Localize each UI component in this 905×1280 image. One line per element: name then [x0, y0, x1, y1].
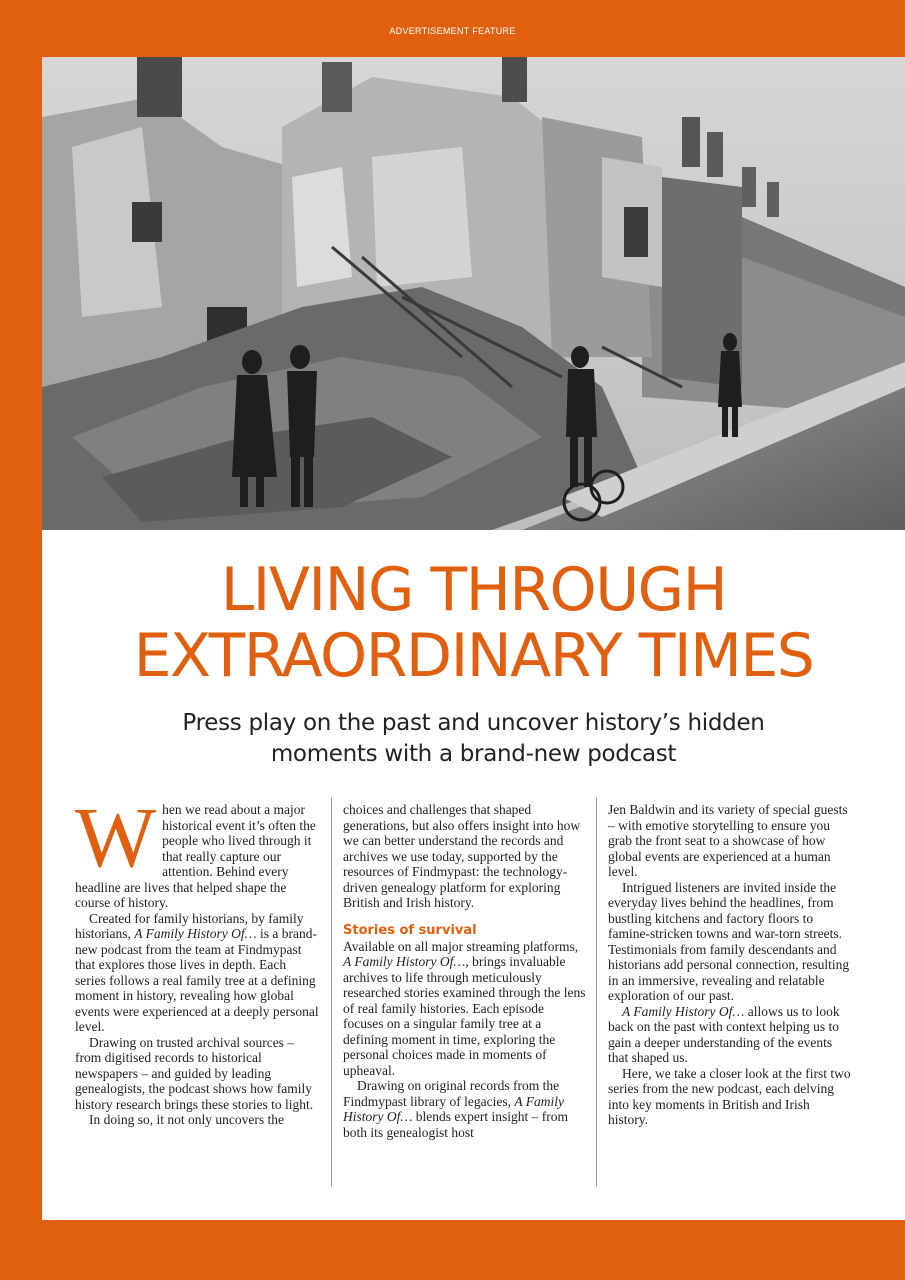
headline	[42, 557, 905, 689]
drop-cap: W	[75, 789, 157, 885]
standfirst	[42, 708, 905, 770]
bombed-street-photo	[42, 57, 905, 530]
body-paragraph: When we read about a major historical event it’s often the people who lived through it that really capture our attention. Behind every headline are lives that helped shape the course of history.	[75, 789, 316, 910]
standfirst-line-1: Press play on the past and uncover history’s hidden	[182, 710, 765, 736]
body-paragraph: Available on all major streaming platforms, A Family History Of…, brings invaluable archives to life through meticulously researched stories examined through the lens of real family histories. Each episode focuses on a singular family tree at a defining moment in time, exploring the personal choices made in moments of upheaval.	[343, 938, 586, 1078]
body-paragraph: Here, we take a closer look at the first two series from the new podcast, each delving into key moments in British and Irish history.	[608, 1065, 851, 1127]
body-paragraph: Drawing on original records from the Findmypast library of legacies, A Family History Of… blends expert insight – from both its genealogist host	[343, 1078, 568, 1140]
body-paragraph: Intrigued listeners are invited inside the everyday lives behind the headlines, from bustling kitchens and factory floors to famine-stricken towns and war-torn streets. Testimonials from family descendants and historians add personal connection, resulting in an immersive, revealing and relatable exploration of our past.	[608, 879, 850, 1003]
podcast-title: A Family History Of…	[622, 1003, 745, 1019]
body-paragraph: Jen Baldwin and its variety of special guests – with emotive storytelling to ensure you grab the front seat to a showcase of how global events are experienced at a human level.	[608, 802, 848, 879]
podcast-title: A Family History Of…	[343, 954, 466, 969]
body-column-3	[608, 802, 852, 1128]
ad-label: ADVERTISEMENT FEATURE	[389, 26, 516, 36]
article-page	[42, 57, 905, 1220]
body-paragraph: A Family History Of… allows us to look back on the past with context helping us to gain a deeper understanding of the events that shaped us.	[608, 1003, 840, 1065]
podcast-title: A Family History Of…	[343, 1093, 564, 1124]
podcast-title: A Family History Of…	[134, 926, 257, 941]
body-paragraph: Drawing on trusted archival sources – from digitised records to historical newspapers – and guided by leading genealogists, the podcast shows how family history research brings these stories to light.	[75, 1034, 314, 1112]
column-divider	[596, 797, 597, 1187]
body-paragraph: Created for family historians, by family historians, A Family History Of… is a brand-new podcast from the team at Findmypast that explores those lives in depth. Each series follows a real family tree at a defining moment in history, revealing how global events were experienced at a deeply personal level.	[75, 910, 319, 1034]
standfirst-line-2: moments with a brand-new podcast	[270, 741, 677, 767]
headline-line-2: EXTRAORDINARY TIMES	[133, 621, 814, 691]
body-column-2	[343, 802, 587, 1140]
body-paragraph: choices and challenges that shaped generations, but also offers insight into how we can better understand the records and archives we use today, supported by the resources of Findmypast: the technology-driven genealogy platform for exploring British and Irish history.	[343, 802, 581, 910]
headline-line-1: LIVING THROUGH	[220, 555, 727, 625]
body-column-1	[75, 789, 319, 1128]
column-divider	[331, 797, 332, 1187]
body-paragraph: In doing so, it not only uncovers the	[89, 1112, 284, 1127]
subhead-stories-of-survival: Stories of survival	[343, 922, 477, 938]
